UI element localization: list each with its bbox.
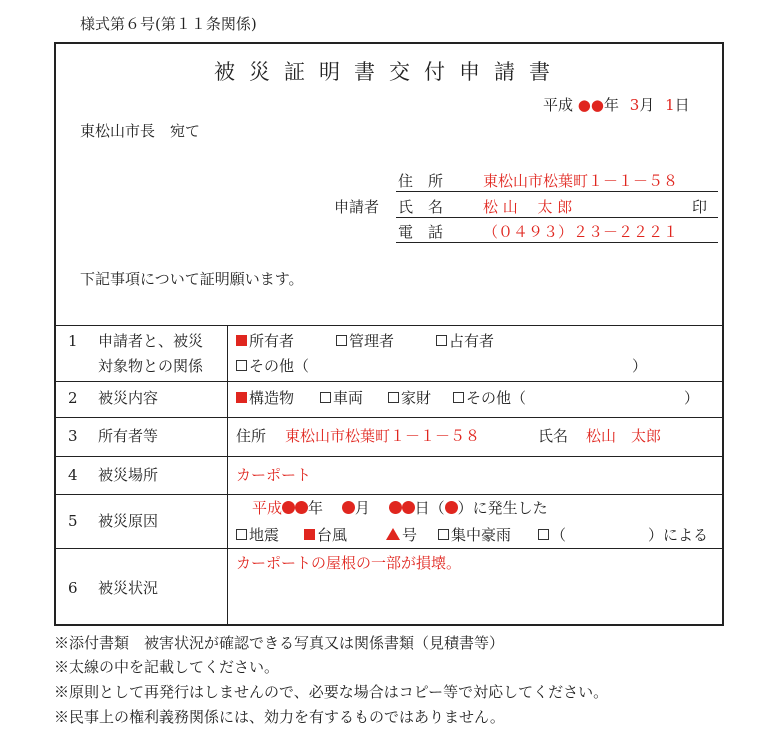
filled-dot-icon [389,501,402,514]
cause-option-heavy-rain[interactable] [438,528,511,543]
applicant-label: 申請者 [334,198,380,216]
checkbox-icon [388,392,399,403]
name-underline [396,217,718,218]
date-day-unit: 日 [674,96,690,114]
option-label: 車両 [333,389,364,407]
damage-option-goods[interactable] [388,391,431,406]
table-row-divider [54,456,724,457]
filled-dot-icon [282,501,295,514]
month-unit: 月 [354,499,370,517]
row-number: 3 [68,427,78,445]
table-row-divider [54,417,724,418]
table-row-divider [54,548,724,549]
option-label: 所有者 [249,332,295,350]
filled-triangle-icon [386,528,400,540]
damage-option-structure[interactable] [236,391,294,406]
note-thick-line: ※太線の中を記載してください。 [54,658,280,676]
typhoon-number-unit: 号 [402,526,418,544]
filled-dot-icon [295,501,308,514]
checkbox-icon [336,335,347,346]
row-label: 被災状況 [98,579,159,597]
cause-option-typhoon[interactable] [304,528,347,543]
seal-mark: 印 [692,198,708,216]
row-number: 4 [68,466,78,484]
row-label: 所有者等 [98,427,159,445]
phone-underline [396,242,718,243]
checkbox-icon [453,392,464,403]
option-label: 家財 [401,389,432,407]
paren-close: ） [457,499,473,517]
option-label: 構造物 [249,389,295,407]
applicant-phone-field[interactable]: （０４９３）２３－２２２１ [483,223,679,241]
addressee: 東松山市長 宛て [80,122,201,140]
paren-close: ） [632,357,648,375]
row-label: 対象物との関係 [98,357,204,375]
applicant-name-field[interactable]: 松 山 太 郎 [483,198,573,216]
option-label: 台風 [317,526,348,544]
request-text: 下記事項について証明願います。 [80,270,304,288]
option-label: その他（ [249,357,310,375]
filled-dot-icon [342,501,355,514]
relation-option-owner[interactable] [236,334,294,349]
paren-close: ） [684,389,700,407]
date-year[interactable]: ●● [577,96,604,114]
checkbox-icon [436,335,447,346]
relation-option-occupant[interactable] [436,334,494,349]
checkbox-icon [538,529,549,540]
checked-box-icon [236,335,247,346]
occurrence-date[interactable] [252,501,548,516]
table-row-divider [54,381,724,382]
cause-suffix: ）による [648,526,709,544]
note-reissue: ※原則として再発行はしませんので、必要な場合はコピー等で対応してください。 [54,683,609,701]
occurrence-era: 平成 [252,499,283,517]
row-label: 被災原因 [98,512,159,530]
note-attachments: ※添付書類 被害状況が確認できる写真又は関係書類（見積書等） [54,634,505,652]
damage-option-other[interactable] [453,391,526,406]
option-label: その他（ [466,389,527,407]
applicant-address-label: 住 所 [398,172,444,190]
relation-option-manager[interactable] [336,334,394,349]
row-number: 2 [68,389,78,407]
row-label: 被災内容 [98,389,159,407]
form-code: 様式第６号(第１１条関係) [80,15,257,33]
checked-box-icon [304,529,315,540]
row-number: 5 [68,512,78,530]
option-label: 管理者 [349,332,395,350]
owner-address-field[interactable]: 東松山市松葉町１－１－５８ [285,427,481,445]
relation-option-other[interactable] [236,359,309,374]
address-underline [396,191,718,192]
table-top-line [54,325,724,326]
date-day[interactable]: 1 [665,96,675,114]
applicant-name-label: 氏 名 [398,198,444,216]
option-label: 集中豪雨 [451,526,512,544]
paren-open: （ [551,526,567,544]
owner-address-label: 住所 [236,427,267,445]
date-month[interactable]: 3 [629,96,640,114]
date-month-unit: 月 [639,96,655,114]
filled-dot-icon [445,501,458,514]
date-year-unit: 年 [603,96,619,114]
occurred-text: に発生した [472,499,548,517]
option-label: 占有者 [449,332,495,350]
table-column-divider [227,325,228,625]
option-label: 地震 [249,526,280,544]
applicant-phone-label: 電 話 [398,223,444,241]
row-number: 1 [68,332,78,350]
checkbox-icon [438,529,449,540]
cause-option-other[interactable] [538,528,566,543]
cause-option-quake[interactable] [236,528,279,543]
application-date [543,98,690,113]
checkbox-icon [320,392,331,403]
owner-name-label: 氏名 [538,427,569,445]
paren-open: （ [429,499,445,517]
checkbox-icon [236,529,247,540]
typhoon-number[interactable] [386,528,417,543]
damage-location-field[interactable]: カーポート [236,466,312,484]
damage-option-vehicle[interactable] [320,391,363,406]
date-era: 平成 [543,96,574,114]
filled-dot-icon [402,501,415,514]
year-unit: 年 [308,499,324,517]
row-number: 6 [68,579,78,597]
note-civil-rights: ※民事上の権利義務関係には、効力を有するものではありません。 [54,708,505,726]
applicant-address-field[interactable]: 東松山市松葉町１－１－５８ [483,172,679,190]
checkbox-icon [236,360,247,371]
row-label: 申請者と、被災 [98,332,204,350]
owner-name-field[interactable]: 松山 太郎 [586,427,662,445]
row-label: 被災場所 [98,466,159,484]
checked-box-icon [236,392,247,403]
damage-status-field[interactable]: カーポートの屋根の一部が損壊。 [236,554,462,572]
page-title: 被災証明書交付申請書 [214,60,564,84]
table-row-divider [54,494,724,495]
day-unit: 日 [414,499,430,517]
